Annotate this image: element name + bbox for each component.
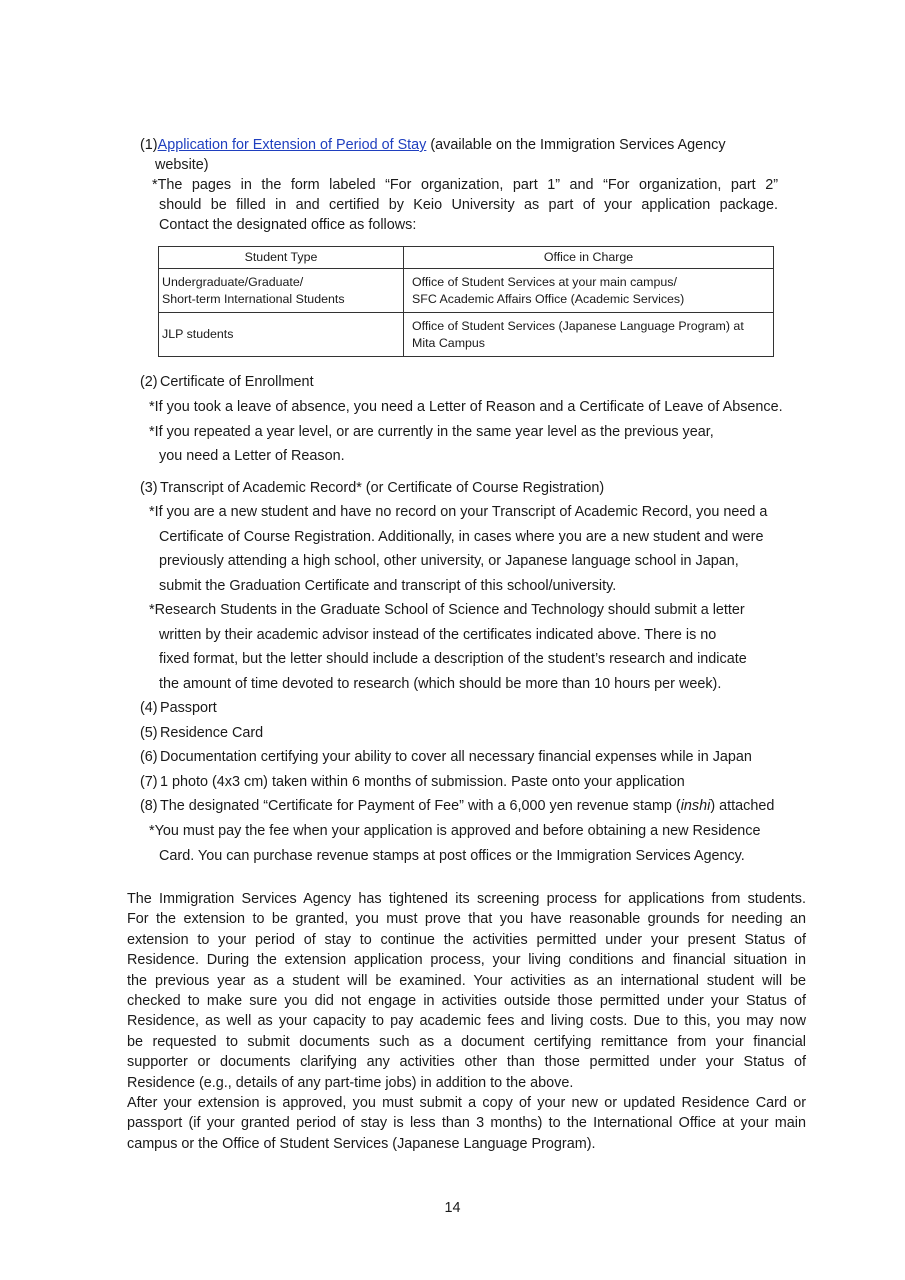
item-1-note-line: should be filled in and certified by Keio University as part of your application package. [159,197,778,213]
paragraph-line: Residence. During the extension application process, your living conditions and financial situation in [127,952,806,969]
cell-line: Office of Student Services at your main campus/ [412,274,677,289]
page-number: 14 [444,1200,461,1216]
item-1-heading-text: (available on the Immigration Services Agency [426,137,726,153]
item-3-title: Transcript of Academic Record* (or Certificate of Course Registration) [160,480,605,496]
item-8-title-italic: inshi [680,798,711,814]
column-header-student-type: Student Type [159,247,404,269]
paragraph-line-last: Residence (e.g., details of any part-time jobs) in addition to the above. [127,1074,574,1091]
cell-line: Office of Student Services (Japanese Language Program) at [412,318,744,333]
paragraph-line: passport (if your granted period of stay is less than 3 months) to the International Office at your main [127,1115,806,1132]
table-row [159,269,774,313]
table-cell-student-type [159,313,404,357]
item-7-number: (7) [140,774,158,790]
item-5-title: Residence Card [160,725,264,741]
paragraph-line: checked to make sure you did not engage in activities outside those permitted under your Status of [127,993,806,1009]
paragraph-line: supporter or documents clarifying any activities other than those permitted under your Status of [127,1054,806,1071]
item-1-note-line: *The pages in the form labeled “For organization, part 1” and “For organization, part 2” [152,177,778,193]
item-2-number: (2) [140,374,158,390]
paragraph-line: the previous year as a student will be examined. Your activities as an international student will be [127,972,806,989]
cell-line: SFC Academic Affairs Office (Academic Services) [412,291,685,306]
item-4-number: (4) [140,700,158,716]
item-1-number: (1) [140,137,158,153]
paragraph-line: The Immigration Services Agency has tightened its screening process for applications from students. [127,891,806,907]
item-3-note-line: *Research Students in the Graduate School of Science and Technology should submit a letter [149,602,745,618]
cell-line: Undergraduate/Graduate/ [162,274,304,289]
cell-line: Mita Campus [412,335,485,350]
item-8-title [160,796,774,816]
item-1-heading [140,135,726,155]
item-6-number: (6) [140,749,158,765]
table-cell-office [404,313,774,357]
item-3-note-line: previously attending a high school, other university, or Japanese language school in Japan, [159,553,739,569]
cell-line: Short-term International Students [162,291,345,306]
item-3-note-line: submit the Graduation Certificate and transcript of this school/university. [159,578,617,594]
item-3-number: (3) [140,480,158,496]
office-in-charge-table [158,246,774,357]
cell-line: JLP students [162,327,234,341]
item-3-note-line: the amount of time devoted to research (which should be more than 10 hours per week). [159,676,722,692]
table-row [159,313,774,357]
item-8-note-line: Card. You can purchase revenue stamps at post offices or the Immigration Services Agency. [159,848,745,864]
item-3-note-line: written by their academic advisor instead of the certificates indicated above. There is no [159,627,717,643]
item-3-note-line: *If you are a new student and have no record on your Transcript of Academic Record, you need a [149,504,768,520]
table-cell-office [404,269,774,313]
item-1-note-last: Contact the designated office as follows: [159,217,417,233]
application-form-link[interactable]: Application for Extension of Period of Stay [157,137,427,153]
item-3-note-line: Certificate of Course Registration. Additionally, in cases where you are a new student and were [159,529,764,545]
item-7-title: 1 photo (4x3 cm) taken within 6 months of submission. Paste onto your application [160,774,685,790]
paragraph-line: After your extension is approved, you must submit a copy of your new or updated Residence Card or [127,1095,806,1111]
column-header-office-in-charge: Office in Charge [404,247,774,269]
item-2-title: Certificate of Enrollment [160,374,314,390]
item-4-title: Passport [160,700,217,716]
item-8-note-line: *You must pay the fee when your application is approved and before obtaining a new Residence [149,823,761,839]
item-3-note-line: fixed format, but the letter should include a description of the student’s research and indicate [159,651,747,667]
paragraph-line: Residence, as well as your capacity to pay academic fees and living costs. Due to this, you may now [127,1013,806,1030]
item-2-note-line: *If you repeated a year level, or are currently in the same year level as the previous year, [149,424,714,440]
table-cell-student-type [159,269,404,313]
paragraph-line-last: campus or the Office of Student Services (Japanese Language Program). [127,1135,596,1152]
table-header-row [159,247,774,269]
item-1-heading-line2: website) [155,157,209,173]
item-2-note-line: you need a Letter of Reason. [159,448,345,464]
item-8-title-text: The designated “Certificate for Payment of Fee” with a 6,000 yen revenue stamp ( [160,798,681,814]
paragraph-line: extension to your period of stay to continue the activities permitted under your present Status of [127,931,806,948]
item-8-title-end: ) attached [710,798,775,814]
item-6-title: Documentation certifying your ability to cover all necessary financial expenses while in Japan [160,749,752,765]
item-2-note-line: *If you took a leave of absence, you need a Letter of Reason and a Certificate of Leave of Absence. [149,399,783,415]
paragraph-line: be requested to submit documents such as a document certifying remittance from your financial [127,1033,806,1050]
item-8-number: (8) [140,798,158,814]
paragraph-line: For the extension to be granted, you must prove that you have reasonable grounds for needing an [127,911,806,928]
item-5-number: (5) [140,725,158,741]
